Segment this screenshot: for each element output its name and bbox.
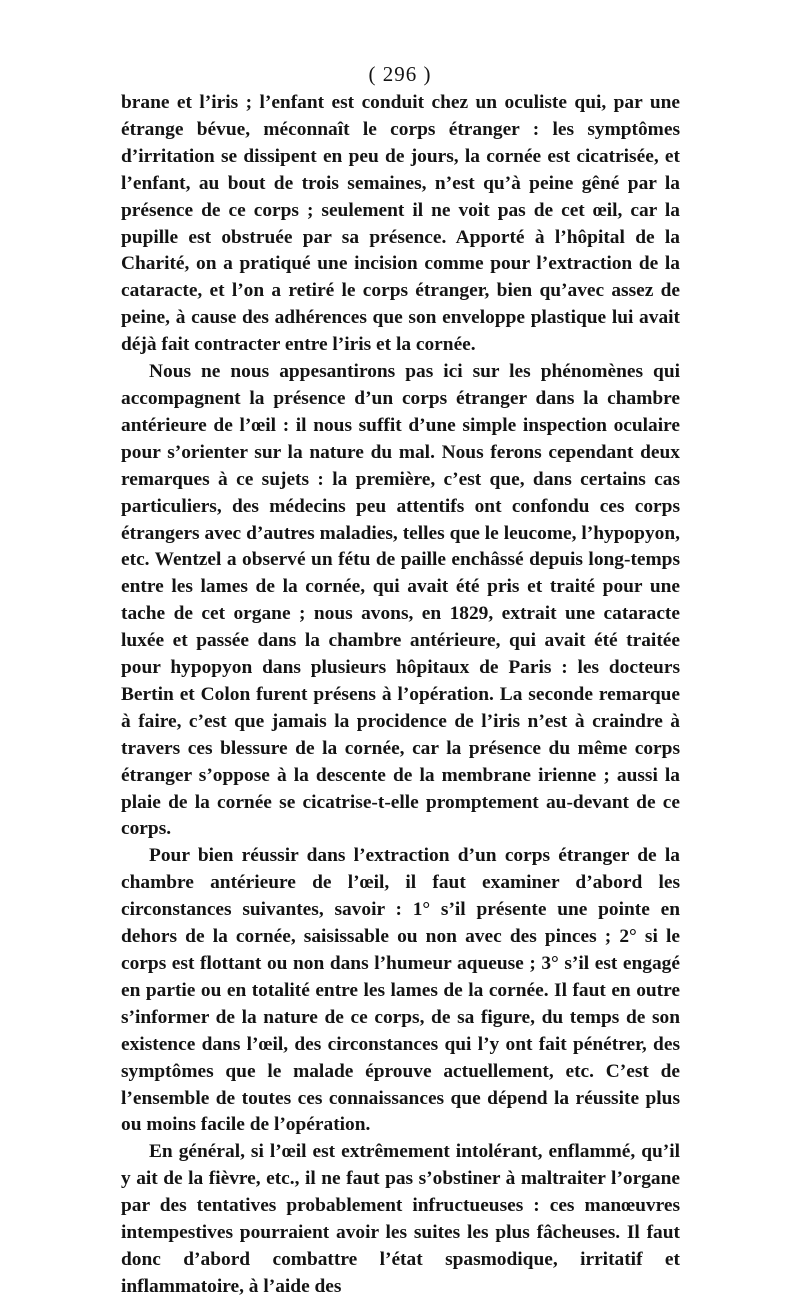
- page-number: ( 296 ): [368, 62, 432, 86]
- paragraph-foreign-bodies-remarks: Nous ne nous appesantirons pas ici sur les phénomènes qui accompagnent la présence d’un corps étranger dans la chambre antérieure de l’œil : il nous suffit d’une simple inspection oculaire pour s’orienter sur la nature du mal. Nous ferons cependant deux remarques à ce sujets : la première, c’est que, dans certains cas particuliers, des médecins peu attentifs ont confondu ces corps étrangers avec d’autres maladies, telles que le leucome, l’hypopyon, etc. Wentzel a observé un fétu de paille enchâssé depuis long-temps entre les lames de la cornée, qui avait été pris et traité pour une tache de cet organe ; nous avons, en 1829, extrait une cataracte luxée et passée dans la chambre antérieure, qui avait été traitée pour hypopyon dans plusieurs hôpitaux de Paris : les docteurs Bertin et Colon furent présens à l’opération. La seconde remarque à faire, c’est que jamais la procidence de l’iris n’est à craindre à travers ces blessure de la cornée, car la présence du même corps étranger s’oppose à la descente de la membrane irienne ; aussi la plaie de la cornée se cicatrise-t-elle promptement au-devant de ce corps.: [121, 361, 680, 840]
- paragraph-continued: brane et l’iris ; l’enfant est conduit chez un oculiste qui, par une étrange bévue, méconnaît le corps étranger : les symptômes d’irritation se dissipent en peu de jours, la cornée est cicatrisée, et l’enfant, au bout de trois semaines, n’est qu’à peine gêné par la présence de ce corps ; seulement il ne voit pas de cet œil, car la pupille est obstruée par sa présence. Apporté à l’hôpital de la Charité, on a pratiqué une incision comme pour l’extraction de la cataracte, et l’on a retiré le corps étranger, bien qu’avec assez de peine, à cause des adhérences que son enveloppe plastique lui avait déjà fait contracter entre l’iris et la cornée.: [121, 92, 680, 356]
- body-text: [121, 90, 680, 1301]
- paragraph-general-advice: En général, si l’œil est extrêmement intolérant, enflammé, qu’il y ait de la fièvre, etc., il ne faut pas s’obstiner à maltraiter l’organe par des tentatives probablement infructueuses : ces manœuvres intempestives pourraient avoir les suites les plus fâcheuses. Il faut donc d’abord combattre l’état spasmodique, irritatif et inflammatoire, à l’aide des: [121, 1141, 680, 1297]
- paragraph-extraction-circumstances: Pour bien réussir dans l’extraction d’un corps étranger de la chambre antérieure de l’œil, il faut examiner d’abord les circonstances suivantes, savoir : 1° s’il présente une pointe en dehors de la cornée, saisissable ou non avec des pinces ; 2° si le corps est flottant ou non dans l’humeur aqueuse ; 3° s’il est engagé en partie ou en totalité entre les lames de la cornée. Il faut en outre s’informer de la nature de ce corps, de sa figure, du temps de son existence dans l’œil, des circonstances qui l’y ont fait pénétrer, des symptômes que le malade éprouve actuellement, etc. C’est de l’ensemble de toutes ces connaissances que dépend la réussite plus ou moins facile de l’opération.: [121, 845, 680, 1136]
